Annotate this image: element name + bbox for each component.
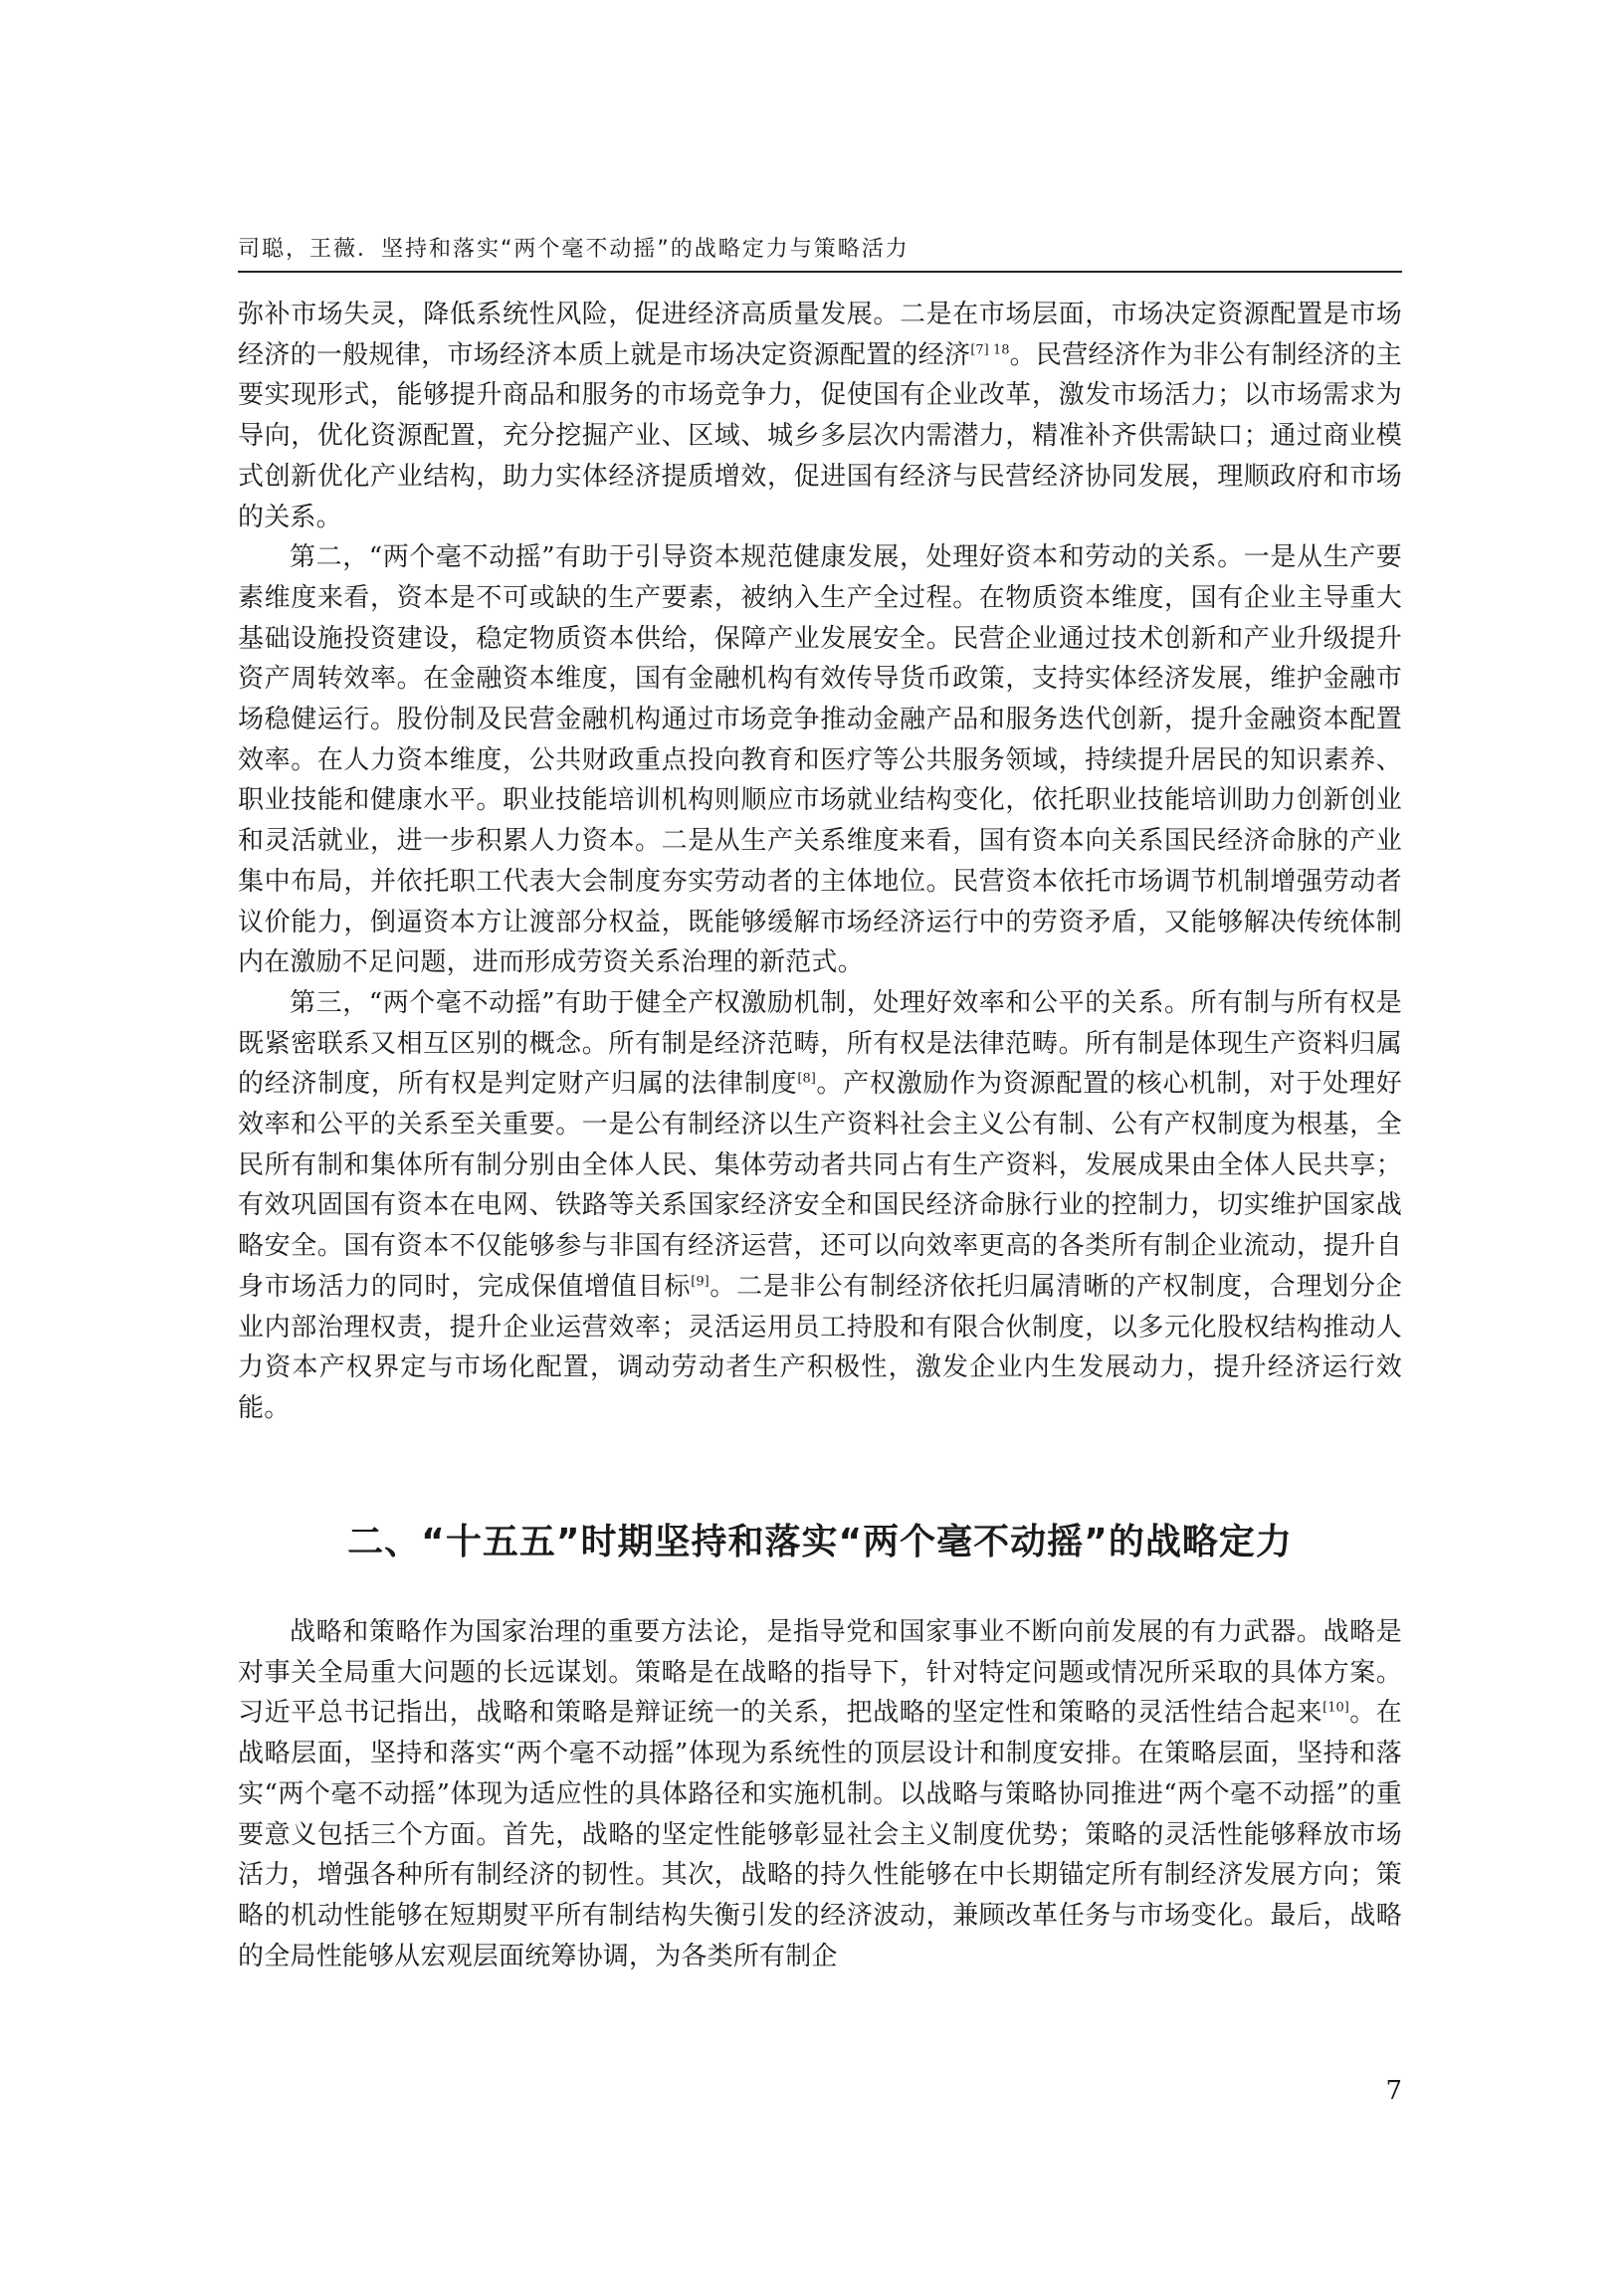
running-header: 司聪，王薇．坚持和落实“两个毫不动摇”的战略定力与策略活力	[238, 237, 910, 262]
paragraph-continuation: 弥补市场失灵，降低系统性风险，促进经济高质量发展。二是在市场层面，市场决定资源配置是市场经济的一般规律，市场经济本质上就是市场决定资源配置的经济$^{[7] 18}$。民营经济作为非公有制经济的主要实现形式，能够提升商品和服务的市场竞争力，促使国有企业改革，激发市场活力；以市场需求为导向，优化资源配置，充分挖掘产业、区域、城乡多层次内需潜力，精准补齐供需缺口；通过商业模式创新优化产业结构，助力实体经济提质增效，促进国有经济与民营经济协同发展，理顺政府和市场的关系。	[238, 300, 1402, 532]
paragraph-strategy: 战略和策略作为国家治理的重要方法论，是指导党和国家事业不断向前发展的有力武器。战略是对事关全局重大问题的长远谋划。策略是在战略的指导下，针对特定问题或情况所采取的具体方案。习近平总书记指出，战略和策略是辩证统一的关系，把战略的坚定性和策略的灵活性结合起来[10]。在战略层面，坚持和落实“两个毫不动摇”体现为系统性的顶层设计和制度安排。在策略层面，坚持和落实“两个毫不动摇”体现为适应性的具体路径和实施机制。以战略与策略协同推进“两个毫不动摇”的重要意义包括三个方面。首先，战略的坚定性能够彰显社会主义制度优势；策略的灵活性能够释放市场活力，增强各种所有制经济的韧性。其次，战略的持久性能够在中长期锚定所有制经济发展方向；策略的机动性能够在短期熨平所有制结构失衡引发的经济波动，兼顾改革任务与市场变化。最后，战略的全局性能够从宏观层面统筹协调，为各类所有制企	[238, 1617, 1403, 1971]
citation-ref: [7] 18	[970, 342, 1010, 358]
section-heading: 二、“十五五”时期坚持和落实“两个毫不动摇”的战略定力	[347, 1522, 1293, 1562]
citation-ref: [10]	[1322, 1700, 1349, 1716]
paragraph-third-point: 第三，“两个毫不动摇”有助于健全产权激励机制，处理好效率和公平的关系。所有制与所有权是既紧密联系又相互区别的概念。所有制是经济范畴，所有权是法律范畴。所有制是体现生产资料归属的经济制度，所有权是判定财产归属的法律制度[8]。产权激励作为资源配置的核心机制，对于处理好效率和公平的关系至关重要。一是公有制经济以生产资料社会主义公有制、公有产权制度为根基，全民所有制和集体所有制分别由全体人民、集体劳动者共同占有生产资料，发展成果由全体人民共享；有效巩固国有资本在电网、铁路等关系国家经济安全和国民经济命脉行业的控制力，切实维护国家战略安全。国有资本不仅能够参与非国有经济运营，还可以向效率更高的各类所有制企业流动，提升自身市场活力的同时，完成保值增值目标[9]。二是非公有制经济依托归属清晰的产权制度，合理划分企业内部治理权责，提升企业运营效率；灵活运用员工持股和有限合伙制度，以多元化股权结构推动人力资本产权界定与市场化配置，调动劳动者生产积极性，激发企业内生发展动力，提升经济运行效能。	[238, 987, 1403, 1423]
header-rule	[238, 271, 1402, 273]
citation-ref: [9]	[691, 1274, 710, 1290]
page-number: 7	[1385, 2076, 1402, 2106]
citation-ref: [8]	[797, 1071, 816, 1087]
paragraph-second-point: 第二，“两个毫不动摇”有助于引导资本规范健康发展，处理好资本和劳动的关系。一是从生产要素维度来看，资本是不可或缺的生产要素，被纳入生产全过程。在物质资本维度，国有企业主导重大基础设施投资建设，稳定物质资本供给，保障产业发展安全。民营企业通过技术创新和产业升级提升资产周转效率。在金融资本维度，国有金融机构有效传导货币政策，支持实体经济发展，维护金融市场稳健运行。股份制及民营金融机构通过市场竞争推动金融产品和服务迭代创新，提升金融资本配置效率。在人力资本维度，公共财政重点投向教育和医疗等公共服务领域，持续提升居民的知识素养、职业技能和健康水平。职业技能培训机构则顺应市场就业结构变化，依托职业技能培训助力创新创业和灵活就业，进一步积累人力资本。二是从生产关系维度来看，国有资本向关系国民经济命脉的产业集中布局，并依托职工代表大会制度夯实劳动者的主体地位。民营资本依托市场调节机制增强劳动者议价能力，倒逼资本方让渡部分权益，既能够缓解市场经济运行中的劳资矛盾，又能够解决传统体制内在激励不足问题，进而形成劳资关系治理的新范式。	[238, 542, 1402, 978]
section-body-text	[238, 1612, 1402, 1976]
body-text	[238, 295, 1402, 1429]
